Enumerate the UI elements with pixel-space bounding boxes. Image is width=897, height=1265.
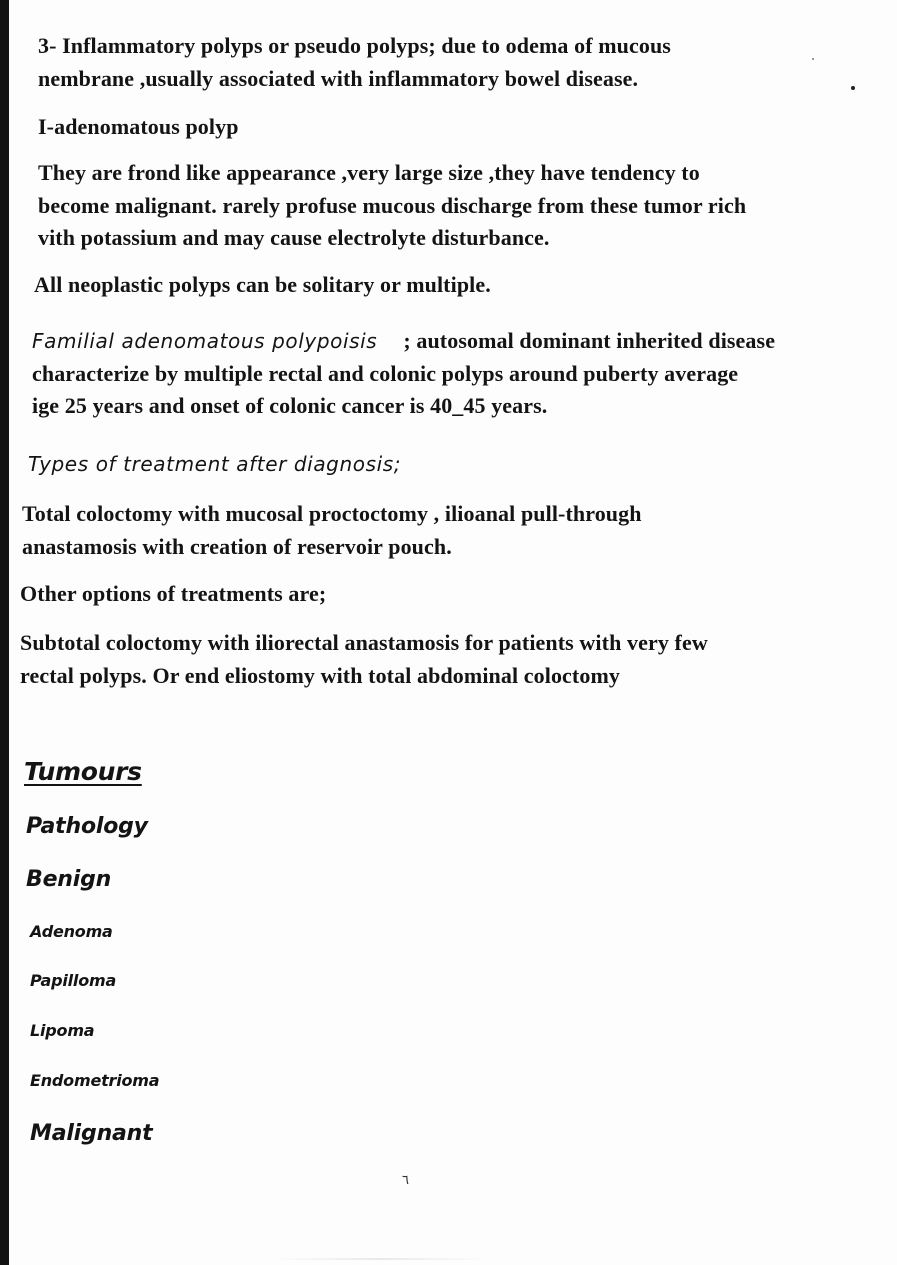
adenomatous-description-paragraph — [38, 157, 746, 255]
text-line: Total coloctomy with mucosal proctoctomy , ilioanal pull-through — [22, 501, 642, 526]
scan-speck — [812, 58, 814, 60]
treatment-heading — [28, 448, 401, 481]
text-line: ige 25 years and onset of colonic cancer is 40_45 years. — [32, 393, 548, 418]
text-line: All neoplastic polyps can be solitary or multiple. — [34, 272, 491, 297]
text-line: rectal polyps. Or end eliostomy with total abdominal coloctomy — [20, 662, 620, 688]
familial-polyposis-term: Familial adenomatous polypoisis — [32, 329, 378, 353]
pathology-heading: Pathology — [26, 814, 148, 839]
benign-heading: Benign — [26, 867, 112, 892]
scan-smudge — [270, 1258, 490, 1260]
text-line: Types of treatment after diagnosis; — [28, 452, 402, 476]
text-line: Subtotal coloctomy with iliorectal anastamosis for patients with very few — [20, 630, 708, 655]
tumours-heading: Tumours — [24, 757, 142, 786]
familial-polyposis-paragraph — [32, 325, 775, 423]
text-line: vith potassium and may cause electrolyte disturbance. — [38, 225, 550, 250]
scan-left-edge — [0, 0, 9, 1265]
malignant-heading: Malignant — [30, 1121, 153, 1146]
benign-item-papilloma: Papilloma — [30, 971, 117, 990]
text-line: become malignant. rarely profuse mucous discharge from these tumor rich — [38, 192, 747, 218]
text-line — [32, 325, 775, 358]
text-line: 3- Inflammatory polyps or pseudo polyps; due to odema of mucous — [38, 33, 671, 58]
adenomatous-polyp-heading — [38, 111, 239, 144]
text-line: I-adenomatous polyp — [38, 114, 239, 139]
text-line: anastamosis with creation of reservoir pouch. — [22, 533, 452, 559]
text-line: characterize by multiple rectal and colonic polyps around puberty average — [32, 360, 739, 386]
familial-polyposis-definition: ; autosomal dominant inherited disease — [403, 328, 776, 353]
other-options-paragraph — [20, 578, 326, 611]
total-coloctomy-paragraph — [22, 498, 642, 563]
benign-item-endometrioma: Endometrioma — [30, 1071, 160, 1090]
text-line: They are frond like appearance ,very large size ,they have tendency to — [38, 160, 700, 185]
inflammatory-polyps-paragraph — [38, 30, 671, 95]
neoplastic-polyps-paragraph — [34, 269, 491, 302]
subtotal-coloctomy-paragraph — [20, 627, 708, 692]
benign-item-lipoma: Lipoma — [30, 1021, 95, 1040]
scan-dot — [851, 86, 855, 90]
benign-item-adenoma: Adenoma — [30, 922, 113, 941]
page-number: ٦ — [402, 1173, 409, 1188]
text-line: Other options of treatments are; — [20, 581, 327, 606]
text-line: nembrane ,usually associated with inflammatory bowel disease. — [38, 65, 639, 91]
